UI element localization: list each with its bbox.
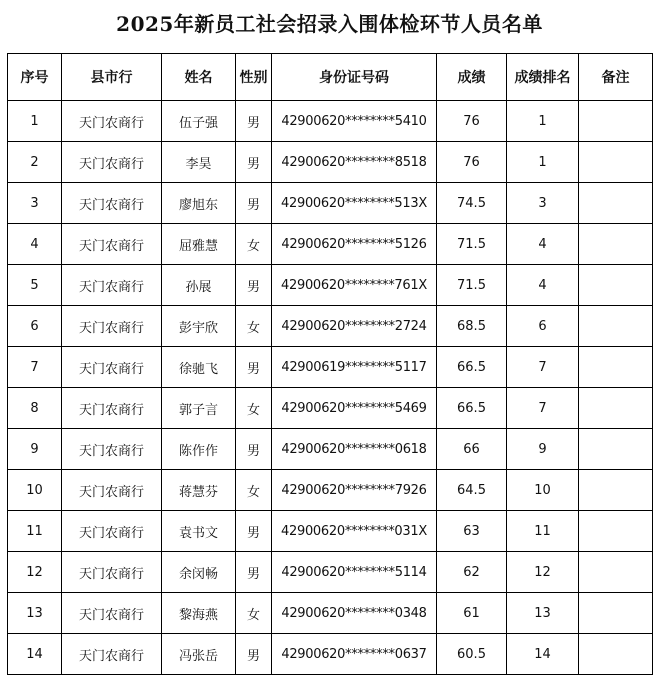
cell-id-number: 42900620********5114 [272, 552, 437, 593]
cell-name: 袁书文 [162, 511, 236, 552]
cell-rank: 3 [507, 183, 579, 224]
cell-branch: 天门农商行 [62, 347, 162, 388]
cell-remarks [579, 224, 653, 265]
table-header-row [8, 54, 653, 101]
page-title: 2025年新员工社会招录入围体检环节人员名单 [116, 12, 543, 36]
cell-branch: 天门农商行 [62, 388, 162, 429]
cell-rank: 4 [507, 265, 579, 306]
cell-rank: 6 [507, 306, 579, 347]
cell-remarks [579, 306, 653, 347]
cell-gender: 女 [236, 388, 272, 429]
cell-rank: 14 [507, 634, 579, 675]
cell-gender: 男 [236, 142, 272, 183]
cell-seq: 2 [8, 142, 62, 183]
cell-id-number: 42900620********0348 [272, 593, 437, 634]
cell-id-number: 42900620********031X [272, 511, 437, 552]
cell-name: 李昊 [162, 142, 236, 183]
cell-id-number: 42900620********5410 [272, 101, 437, 142]
cell-seq: 13 [8, 593, 62, 634]
cell-name: 余闵畅 [162, 552, 236, 593]
cell-seq: 5 [8, 265, 62, 306]
cell-branch: 天门农商行 [62, 183, 162, 224]
cell-remarks [579, 552, 653, 593]
cell-score: 66.5 [437, 388, 507, 429]
cell-score: 66.5 [437, 347, 507, 388]
cell-remarks [579, 593, 653, 634]
cell-score: 61 [437, 593, 507, 634]
cell-rank: 13 [507, 593, 579, 634]
cell-gender: 男 [236, 429, 272, 470]
cell-gender: 女 [236, 224, 272, 265]
cell-id-number: 42900619********5117 [272, 347, 437, 388]
cell-id-number: 42900620********8518 [272, 142, 437, 183]
cell-branch: 天门农商行 [62, 552, 162, 593]
table-row [8, 306, 653, 347]
cell-gender: 男 [236, 265, 272, 306]
cell-rank: 11 [507, 511, 579, 552]
table-row [8, 470, 653, 511]
cell-rank: 1 [507, 142, 579, 183]
cell-gender: 男 [236, 347, 272, 388]
cell-seq: 3 [8, 183, 62, 224]
cell-rank: 4 [507, 224, 579, 265]
cell-remarks [579, 265, 653, 306]
cell-gender: 男 [236, 511, 272, 552]
cell-seq: 4 [8, 224, 62, 265]
cell-gender: 女 [236, 470, 272, 511]
cell-name: 冯张岳 [162, 634, 236, 675]
cell-rank: 7 [507, 388, 579, 429]
cell-rank: 7 [507, 347, 579, 388]
cell-gender: 女 [236, 306, 272, 347]
cell-remarks [579, 142, 653, 183]
cell-branch: 天门农商行 [62, 511, 162, 552]
cell-remarks [579, 429, 653, 470]
table-row [8, 634, 653, 675]
cell-name: 蒋慧芬 [162, 470, 236, 511]
cell-branch: 天门农商行 [62, 101, 162, 142]
table-row [8, 265, 653, 306]
header-gender: 性别 [236, 54, 272, 101]
cell-gender: 男 [236, 552, 272, 593]
cell-branch: 天门农商行 [62, 429, 162, 470]
cell-remarks [579, 470, 653, 511]
cell-score: 66 [437, 429, 507, 470]
table-row [8, 593, 653, 634]
cell-name: 徐驰飞 [162, 347, 236, 388]
cell-score: 63 [437, 511, 507, 552]
cell-name: 彭宇欣 [162, 306, 236, 347]
cell-score: 62 [437, 552, 507, 593]
cell-score: 71.5 [437, 224, 507, 265]
table-row [8, 183, 653, 224]
cell-seq: 10 [8, 470, 62, 511]
cell-id-number: 42900620********5469 [272, 388, 437, 429]
header-remarks: 备注 [579, 54, 653, 101]
cell-name: 郭子言 [162, 388, 236, 429]
cell-seq: 1 [8, 101, 62, 142]
cell-seq: 11 [8, 511, 62, 552]
cell-branch: 天门农商行 [62, 224, 162, 265]
cell-gender: 男 [236, 634, 272, 675]
cell-seq: 9 [8, 429, 62, 470]
cell-gender: 女 [236, 593, 272, 634]
cell-remarks [579, 388, 653, 429]
cell-branch: 天门农商行 [62, 593, 162, 634]
cell-seq: 14 [8, 634, 62, 675]
cell-rank: 10 [507, 470, 579, 511]
header-rank: 成绩排名 [507, 54, 579, 101]
cell-name: 屈雅慧 [162, 224, 236, 265]
table-row [8, 429, 653, 470]
table-row [8, 388, 653, 429]
header-id-number: 身份证号码 [272, 54, 437, 101]
cell-score: 76 [437, 142, 507, 183]
cell-rank: 12 [507, 552, 579, 593]
header-seq: 序号 [8, 54, 62, 101]
cell-id-number: 42900620********0637 [272, 634, 437, 675]
cell-remarks [579, 101, 653, 142]
cell-score: 71.5 [437, 265, 507, 306]
cell-name: 陈作作 [162, 429, 236, 470]
cell-id-number: 42900620********513X [272, 183, 437, 224]
cell-branch: 天门农商行 [62, 634, 162, 675]
cell-gender: 男 [236, 101, 272, 142]
cell-seq: 12 [8, 552, 62, 593]
cell-id-number: 42900620********5126 [272, 224, 437, 265]
cell-gender: 男 [236, 183, 272, 224]
cell-branch: 天门农商行 [62, 142, 162, 183]
cell-remarks [579, 347, 653, 388]
cell-branch: 天门农商行 [62, 306, 162, 347]
cell-score: 76 [437, 101, 507, 142]
cell-rank: 1 [507, 101, 579, 142]
cell-seq: 7 [8, 347, 62, 388]
cell-seq: 8 [8, 388, 62, 429]
table-row [8, 347, 653, 388]
cell-branch: 天门农商行 [62, 265, 162, 306]
table-body [8, 101, 653, 675]
cell-score: 68.5 [437, 306, 507, 347]
header-branch: 县市行 [62, 54, 162, 101]
header-name: 姓名 [162, 54, 236, 101]
cell-rank: 9 [507, 429, 579, 470]
table-row [8, 101, 653, 142]
cell-name: 孙展 [162, 265, 236, 306]
table-row [8, 511, 653, 552]
table-row [8, 552, 653, 593]
header-score: 成绩 [437, 54, 507, 101]
cell-branch: 天门农商行 [62, 470, 162, 511]
cell-name: 伍子强 [162, 101, 236, 142]
cell-remarks [579, 183, 653, 224]
cell-id-number: 42900620********7926 [272, 470, 437, 511]
cell-seq: 6 [8, 306, 62, 347]
cell-name: 廖旭东 [162, 183, 236, 224]
cell-id-number: 42900620********2724 [272, 306, 437, 347]
cell-id-number: 42900620********761X [272, 265, 437, 306]
cell-remarks [579, 634, 653, 675]
cell-score: 64.5 [437, 470, 507, 511]
cell-remarks [579, 511, 653, 552]
table-row [8, 142, 653, 183]
cell-score: 60.5 [437, 634, 507, 675]
table-row [8, 224, 653, 265]
candidate-table [7, 53, 653, 675]
cell-id-number: 42900620********0618 [272, 429, 437, 470]
cell-name: 黎海燕 [162, 593, 236, 634]
cell-score: 74.5 [437, 183, 507, 224]
